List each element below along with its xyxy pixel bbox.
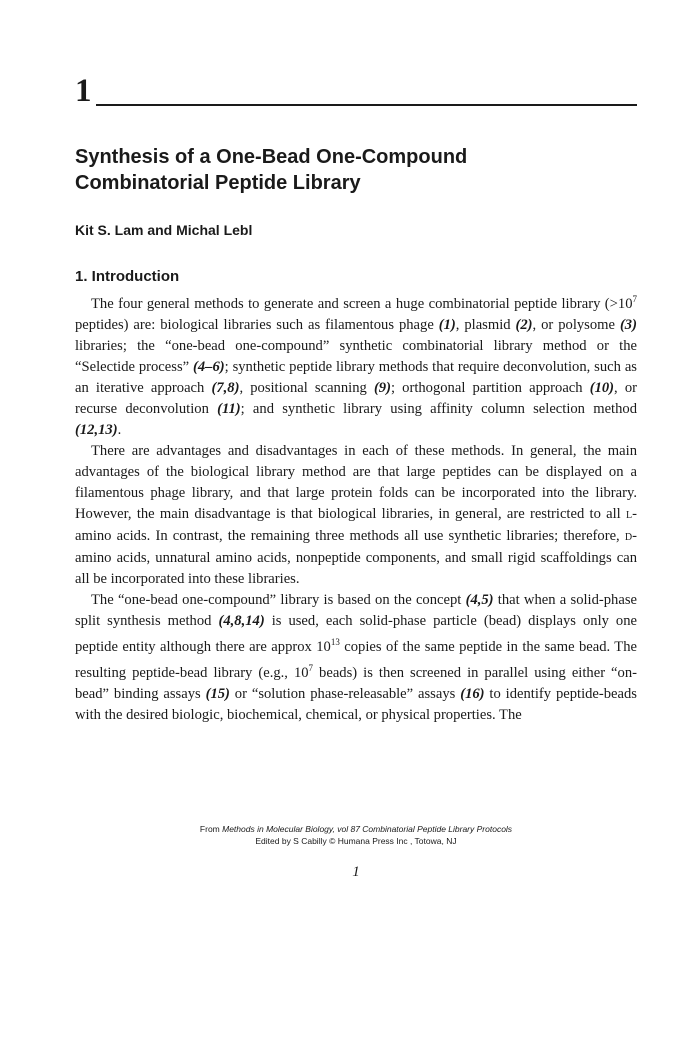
- section-heading: 1. Introduction: [75, 268, 180, 285]
- citation: (3): [619, 316, 637, 333]
- chapter-header: [75, 72, 637, 108]
- text-run: ; synthetic peptide library methods that require deconvolution, such as an iterative approach: [75, 358, 637, 396]
- chapter-number: 1: [75, 73, 92, 109]
- footer: [75, 823, 637, 847]
- text-run: , positional scanning: [239, 379, 374, 396]
- authors: Kit S. Lam and Michal Lebl: [75, 222, 253, 238]
- small-caps-letter: L: [626, 509, 633, 521]
- citation: (7,8): [211, 379, 240, 396]
- text-run: is used, each solid-phase particle (bead) displays only one peptide entity although there are approx 10: [75, 612, 637, 655]
- page-content: [75, 72, 637, 726]
- superscript: 7: [308, 662, 314, 673]
- footer-line-2: Edited by S Cabilly © Humana Press Inc , Totowa, NJ: [255, 836, 457, 846]
- text-run: or “solution phase-releasable” assays: [229, 685, 461, 702]
- citation: (1): [438, 316, 456, 333]
- text-run: .: [117, 421, 122, 438]
- text-run: , or recurse deconvolution: [75, 379, 637, 417]
- text-run: beads) is then screened in parallel using either “on-bead” binding assays: [75, 664, 637, 702]
- superscript: 7: [632, 294, 637, 304]
- text-run: The “one-bead one-compound” library is based on the concept: [91, 591, 466, 608]
- footer-series: Methods in Molecular Biology, vol 87 Combinatorial Peptide Library Protocols: [222, 824, 513, 834]
- text-run: that when a solid-phase split synthesis method: [75, 591, 637, 629]
- body-text: [75, 289, 637, 726]
- chapter-title: [75, 144, 637, 196]
- text-run: The four general methods to generate and screen a huge combinatorial peptide library (>10: [91, 295, 633, 312]
- paragraph: [75, 289, 637, 441]
- small-caps-letter: D: [624, 531, 633, 543]
- text-run: copies of the same peptide in the same bead. The resulting peptide-bead library (e.g., 10: [75, 638, 637, 681]
- citation: (11): [217, 400, 241, 417]
- paragraph: [75, 441, 637, 590]
- citation: (15): [205, 685, 230, 702]
- text-run: ; orthogonal partition approach: [390, 379, 590, 396]
- chapter-rule: [96, 104, 638, 106]
- text-run: There are advantages and disadvantages in each of these methods. In general, the main advantages of the biological library method are that large peptides can be displayed on a filamentous phage library, and that large protein folds can be incorporated into the library. However, the main disadvantage is that biological libraries, in general, are restricted to all: [75, 442, 637, 522]
- chapter-title-line-1: Synthesis of a One-Bead One-Compound: [75, 146, 468, 168]
- superscript: 13: [330, 636, 340, 647]
- citation: (4,5): [465, 591, 494, 608]
- text-run: ; and synthetic library using affinity column selection method: [240, 400, 637, 417]
- citation: (16): [460, 685, 485, 702]
- page-number: 1: [352, 864, 360, 880]
- citation: (4,8,14): [218, 612, 265, 629]
- chapter-title-line-2: Combinatorial Peptide Library: [75, 172, 361, 194]
- text-run: , plasmid: [455, 316, 516, 333]
- citation: (2): [515, 316, 533, 333]
- footer-line-1: [75, 823, 637, 835]
- citation: (4–6): [193, 358, 225, 375]
- citation: (10): [589, 379, 615, 396]
- text-run: to identify peptide-beads with the desired biologic, biochemical, chemical, or physical properties. The: [75, 685, 637, 723]
- footer-from: From: [199, 824, 223, 834]
- text-run: peptides) are: biological libraries such as filamentous phage: [75, 316, 439, 333]
- citation: (9): [373, 379, 391, 396]
- text-run: , or polysome: [532, 316, 620, 333]
- text-run: -amino acids, unnatural amino acids, nonpeptide components, and small rigid scaffoldings can all be incorporated into these libraries.: [75, 527, 637, 587]
- text-run: libraries; the “one-bead one-compound” synthetic combinatorial library method or the “Selectide process”: [75, 337, 637, 375]
- citation: (12,13): [75, 421, 118, 438]
- paragraph: [75, 590, 637, 726]
- text-run: -amino acids. In contrast, the remaining three methods all use synthetic libraries; therefore,: [75, 505, 637, 544]
